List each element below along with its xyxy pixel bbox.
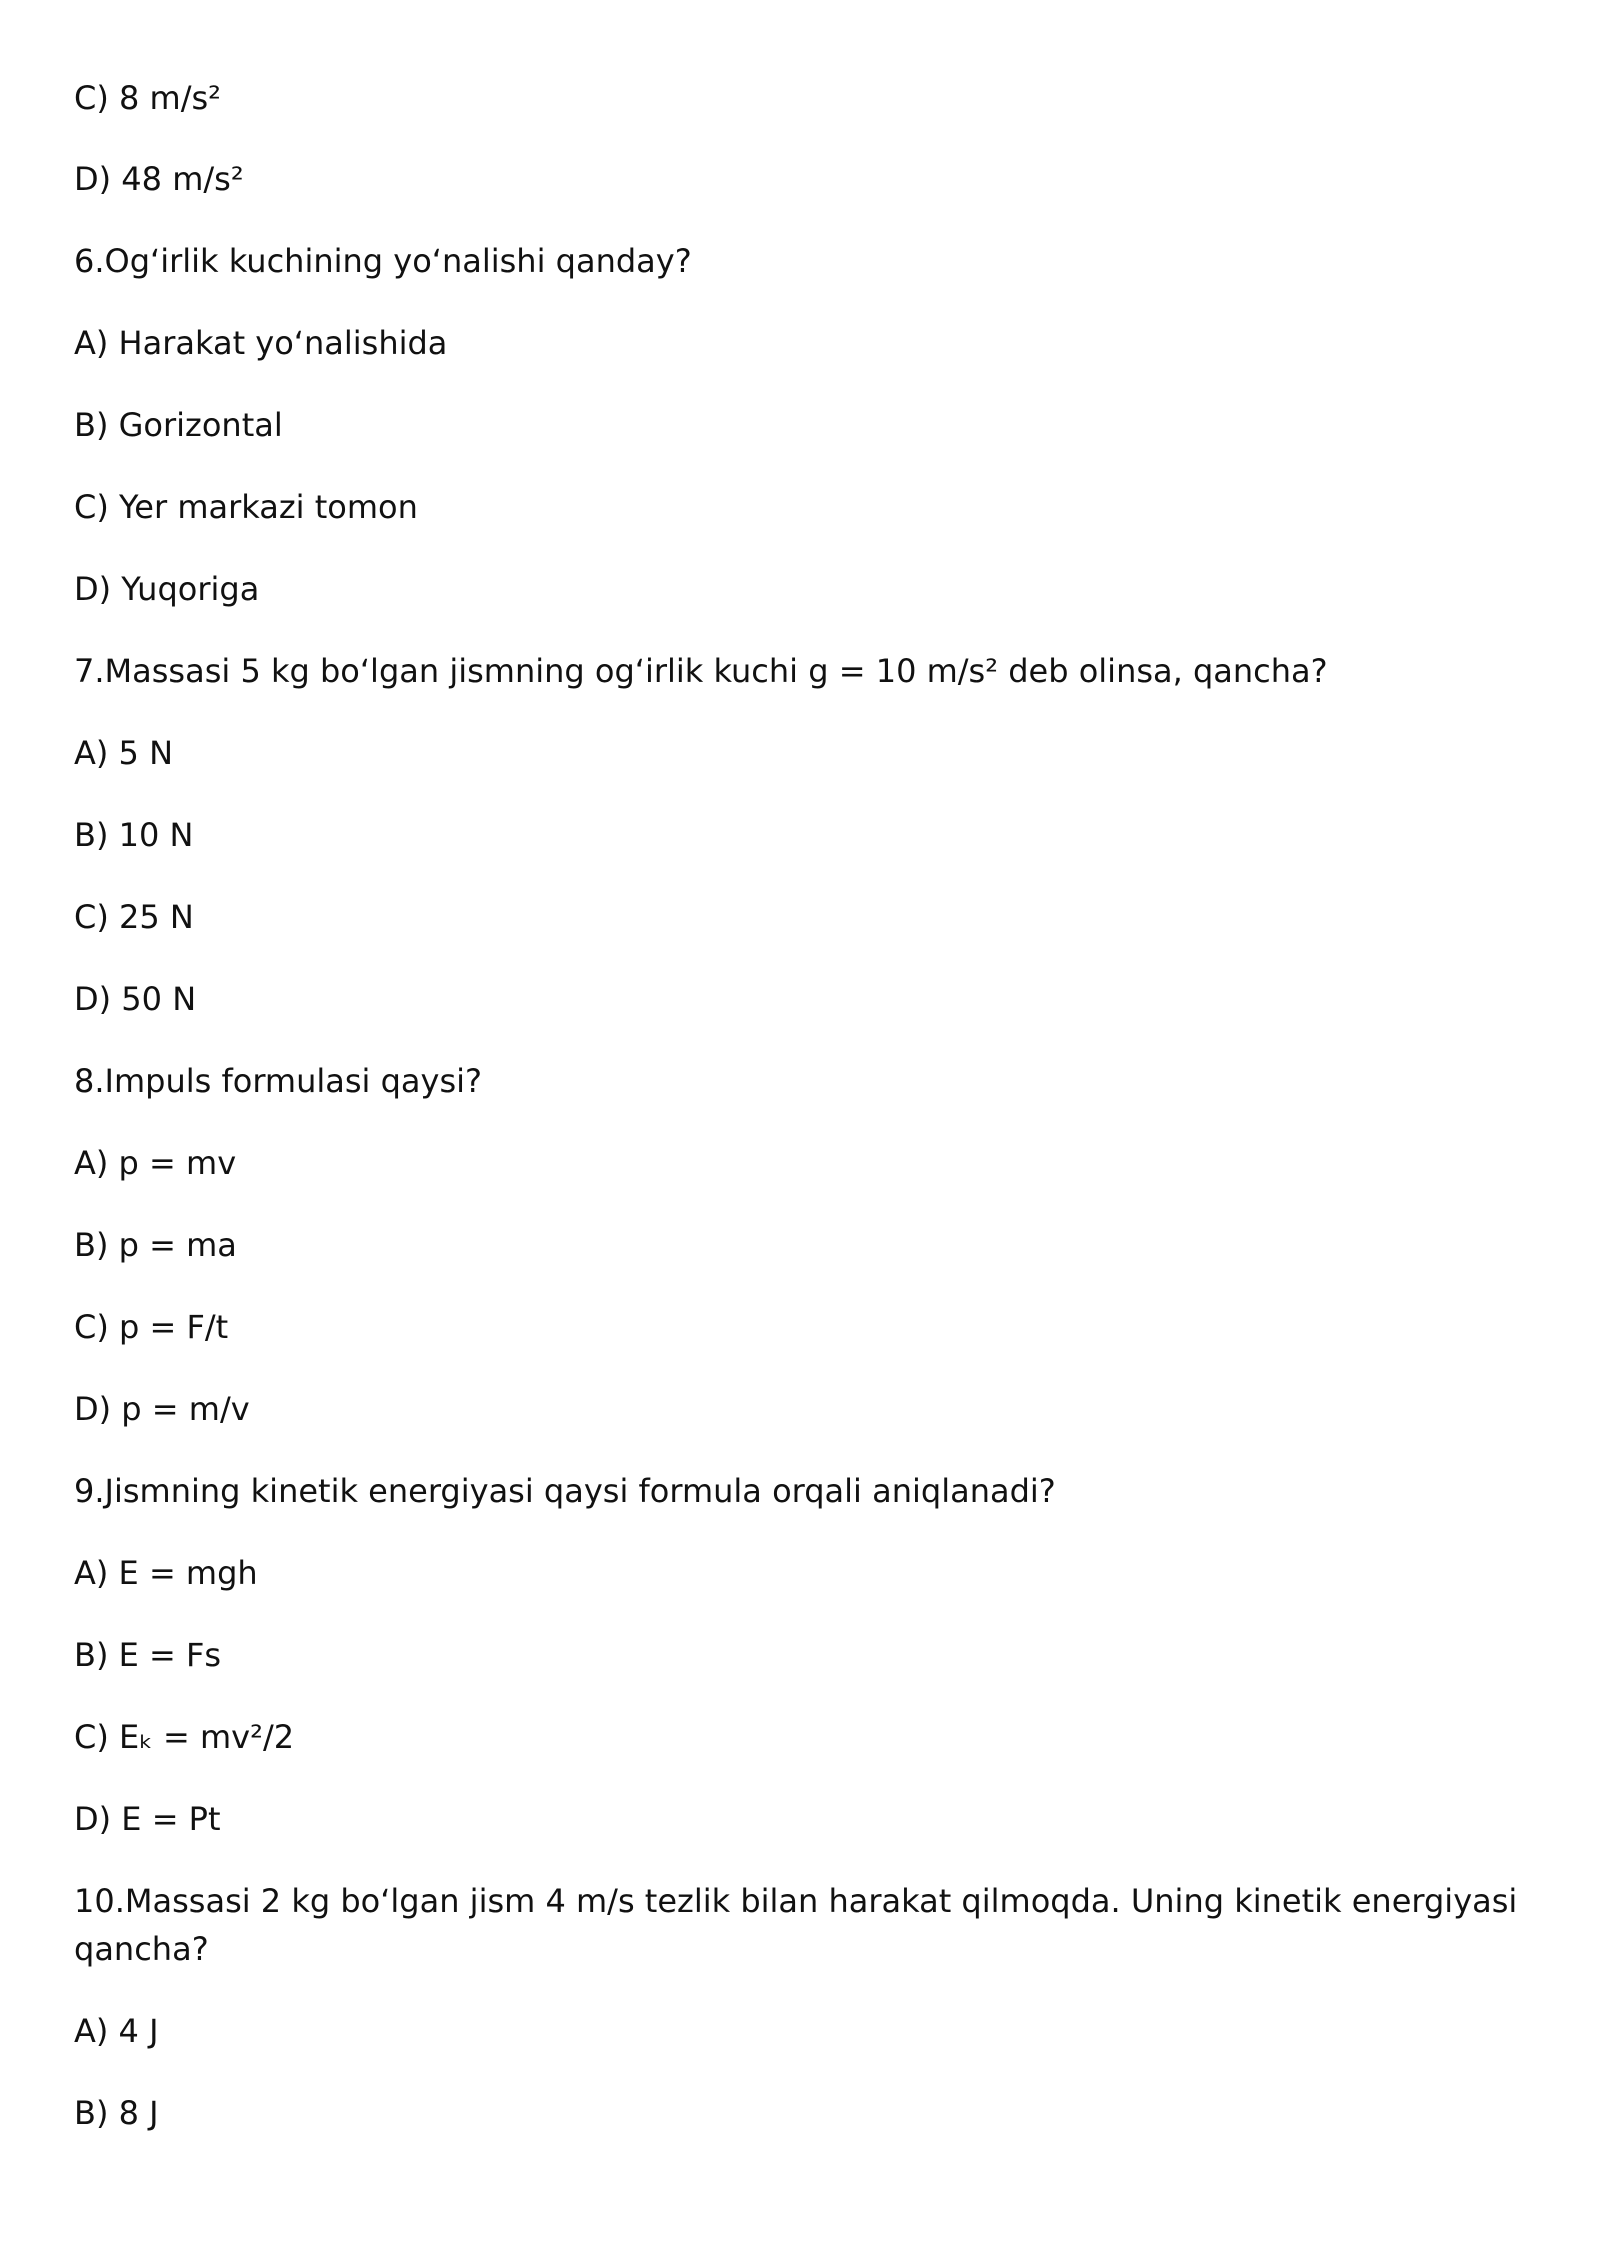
answer-option-d-q7: D) 50 N xyxy=(74,980,197,1018)
answer-option-d-q6: D) Yuqoriga xyxy=(74,570,260,608)
answer-option-a-q10: A) 4 J xyxy=(74,2012,159,2050)
answer-option-b-q10: B) 8 J xyxy=(74,2094,159,2132)
answer-option-d-q5: D) 48 m/s² xyxy=(74,160,244,198)
question-7: 7.Massasi 5 kg bo‘lgan jismning og‘irlik kuchi g = 10 m/s² deb olinsa, qancha? xyxy=(74,652,1328,690)
answer-option-c-q5: C) 8 m/s² xyxy=(74,79,221,117)
answer-option-c-q7: C) 25 N xyxy=(74,898,194,936)
answer-option-a-q9: A) E = mgh xyxy=(74,1554,258,1592)
answer-option-c-q6: C) Yer markazi tomon xyxy=(74,488,418,526)
question-6: 6.Og‘irlik kuchining yo‘nalishi qanday? xyxy=(74,242,692,280)
question-9: 9.Jismning kinetik energiyasi qaysi formula orqali aniqlanadi? xyxy=(74,1472,1056,1510)
answer-option-b-q9: B) E = Fs xyxy=(74,1636,222,1674)
answer-option-a-q6: A) Harakat yo‘nalishida xyxy=(74,324,448,362)
answer-option-b-q8: B) p = ma xyxy=(74,1226,237,1264)
answer-option-d-q9: D) E = Pt xyxy=(74,1800,221,1838)
question-8: 8.Impuls formulasi qaysi? xyxy=(74,1062,482,1100)
answer-option-b-q6: B) Gorizontal xyxy=(74,406,283,444)
answer-option-a-q7: A) 5 N xyxy=(74,734,174,772)
answer-option-c-q9: C) Eₖ = mv²/2 xyxy=(74,1718,295,1756)
answer-option-d-q8: D) p = m/v xyxy=(74,1390,250,1428)
question-10-line-2: qancha? xyxy=(74,1930,209,1968)
question-10-line-1: 10.Massasi 2 kg bo‘lgan jism 4 m/s tezlik bilan harakat qilmoqda. Uning kinetik energiyasi xyxy=(74,1882,1518,1920)
answer-option-a-q8: A) p = mv xyxy=(74,1144,237,1182)
answer-option-c-q8: C) p = F/t xyxy=(74,1308,229,1346)
answer-option-b-q7: B) 10 N xyxy=(74,816,194,854)
